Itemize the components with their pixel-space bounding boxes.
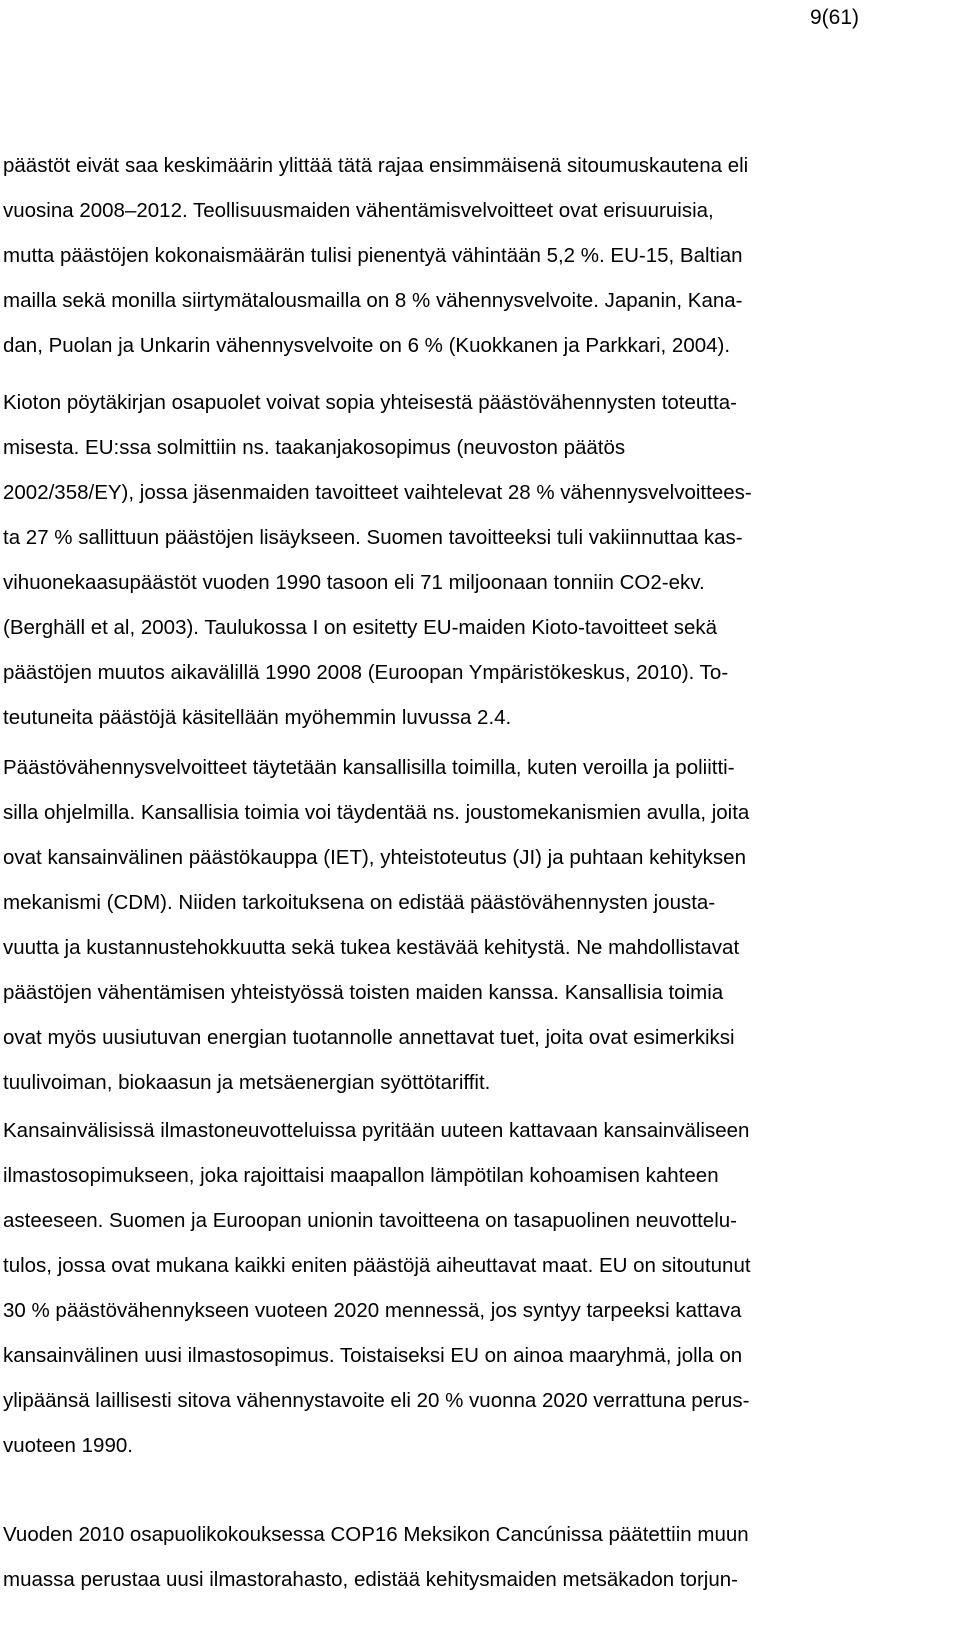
text-line: ovat myös uusiutuvan energian tuotannolle annettavat tuet, joita ovat esimerkiksi [3, 1026, 735, 1049]
text-line: kansainvälinen uusi ilmastosopimus. Toistaiseksi EU on ainoa maaryhmä, jolla on [3, 1344, 743, 1367]
text-line: ylipäänsä laillisesti sitova vähennystavoite eli 20 % vuonna 2020 verrattuna perus- [3, 1389, 750, 1412]
text-line: (Berghäll et al, 2003). Taulukossa I on esitetty EU-maiden Kioto-tavoitteet sekä [3, 616, 718, 639]
text-line: 30 % päästövähennykseen vuoteen 2020 mennessä, jos syntyy tarpeeksi kattava [3, 1299, 742, 1322]
text-line: silla ohjelmilla. Kansallisia toimia voi täydentää ns. joustomekanismien avulla, joita [3, 801, 750, 824]
text-line: ovat kansainvälinen päästökauppa (IET), yhteistoteutus (JI) ja puhtaan kehityksen [3, 846, 746, 869]
text-line: Päästövähennysvelvoitteet täytetään kansallisilla toimilla, kuten veroilla ja poliitti- [3, 756, 735, 779]
text-line: Vuoden 2010 osapuolikokouksessa COP16 Meksikon Cancúnissa päätettiin muun [3, 1523, 749, 1546]
text-line: 2002/358/EY), jossa jäsenmaiden tavoitteet vaihtelevat 28 % vähennysvelvoittees- [3, 481, 752, 504]
text-line: Kioton pöytäkirjan osapuolet voivat sopia yhteisestä päästövähennysten toteutta- [3, 391, 737, 414]
text-line: vihuonekaasupäästöt vuoden 1990 tasoon eli 71 miljoonaan tonniin CO2-ekv. [3, 571, 705, 594]
text-line: mutta päästöjen kokonaismäärän tulisi pienentyä vähintään 5,2 %. EU-15, Baltian [3, 244, 743, 267]
text-line: vuutta ja kustannustehokkuutta sekä tukea kestävää kehitystä. Ne mahdollistavat [3, 936, 740, 959]
paragraph-national-measures [3, 745, 749, 1105]
text-line: ilmastosopimukseen, joka rajoittaisi maapallon lämpötilan kohoamisen kahteen [3, 1164, 719, 1187]
text-line: päästöjen vähentämisen yhteistyössä toisten maiden kanssa. Kansallisia toimia [3, 981, 724, 1004]
text-line: Kansainvälisissä ilmastoneuvotteluissa pyritään uuteen kattavaan kansainväliseen [3, 1119, 750, 1142]
paragraph-kyoto-targets [3, 143, 748, 368]
text-line: tulos, jossa ovat mukana kaikki eniten päästöjä aiheuttavat maat. EU on sitoutunut [3, 1254, 751, 1277]
text-line: päästöjen muutos aikavälillä 1990 2008 (Euroopan Ympäristökeskus, 2010). To- [3, 661, 729, 684]
paragraph-international-negotiations [3, 1108, 751, 1468]
paragraph-burden-sharing [3, 380, 752, 740]
text-line: asteeseen. Suomen ja Euroopan unionin tavoitteena on tasapuolinen neuvottelu- [3, 1209, 737, 1232]
text-line: teutuneita päästöjä käsitellään myöhemmin luvussa 2.4. [3, 706, 512, 729]
page-number: 9(61) [810, 6, 860, 29]
text-line: mailla sekä monilla siirtymätalousmailla on 8 % vähennysvelvoite. Japanin, Kana- [3, 289, 743, 312]
text-line: tuulivoiman, biokaasun ja metsäenergian syöttötariffit. [3, 1071, 491, 1094]
paragraph-cop16 [3, 1512, 749, 1602]
text-line: vuoteen 1990. [3, 1434, 133, 1457]
text-line: misesta. EU:ssa solmittiin ns. taakanjakosopimus (neuvoston päätös [3, 436, 626, 459]
text-line: muassa perustaa uusi ilmastorahasto, edistää kehitysmaiden metsäkadon torjun- [3, 1568, 738, 1591]
text-line: vuosina 2008–2012. Teollisuusmaiden vähentämisvelvoitteet ovat erisuuruisia, [3, 199, 714, 222]
text-line: dan, Puolan ja Unkarin vähennysvelvoite on 6 % (Kuokkanen ja Parkkari, 2004). [3, 334, 731, 357]
text-line: mekanismi (CDM). Niiden tarkoituksena on edistää päästövähennysten jousta- [3, 891, 716, 914]
text-line: päästöt eivät saa keskimäärin ylittää tätä rajaa ensimmäisenä sitoumuskautena eli [3, 154, 749, 177]
text-line: ta 27 % sallittuun päästöjen lisäykseen. Suomen tavoitteeksi tuli vakiinnuttaa kas- [3, 526, 743, 549]
